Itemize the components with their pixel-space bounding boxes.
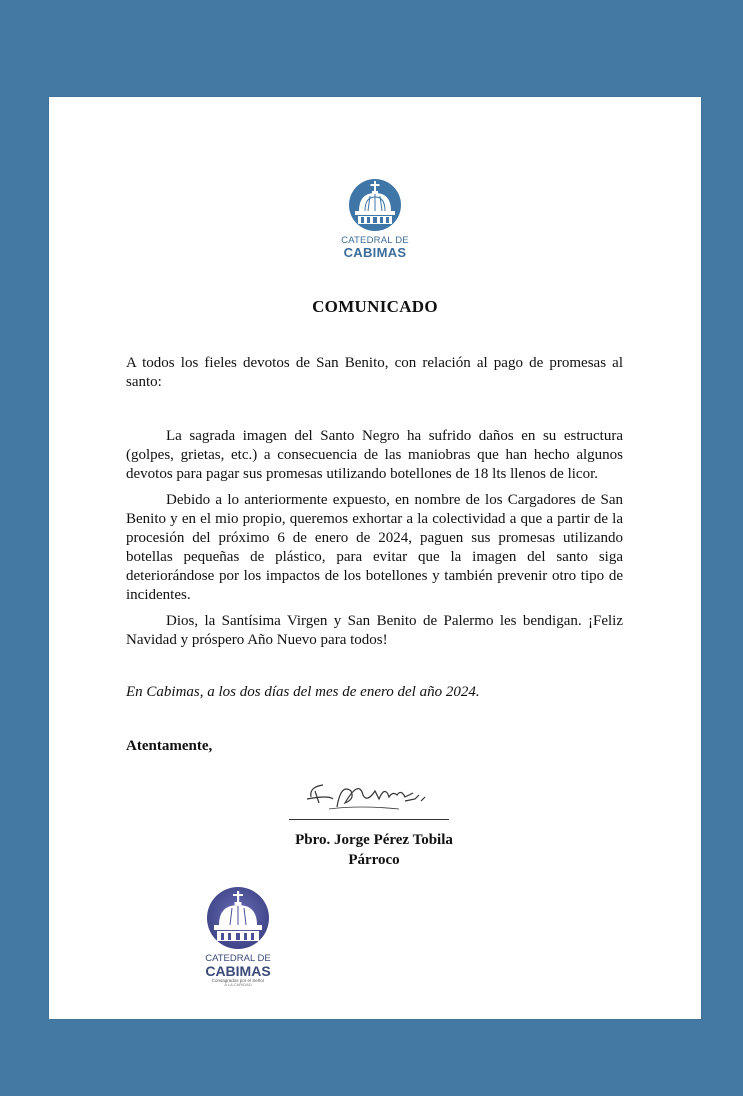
dateline: En Cabimas, a los dos días del mes de enero del año 2024. (126, 684, 480, 700)
intro-paragraph: A todos los fieles devotos de San Benito, con relación al pago de promesas al santo: (126, 355, 623, 390)
signer-title: Párroco (348, 852, 400, 868)
body-paragraph-2: Debido a lo anteriormente expuesto, en nombre de los Cargadores de San Benito y en el mio propio, queremos exhortar a la colectividad a que a partir de la procesión del próximo 6 de enero de 2024, paguen sus promesas utilizando botellas pequeñas de plástico, para evitar que la imagen del santo siga deteriorándose por los impactos de los botellones y también prevenir otro tipo de incidentes. (126, 492, 623, 603)
logo-line1: CATEDRAL DE (205, 953, 271, 964)
cathedral-logo-bottom (188, 887, 288, 987)
signer-name: Pbro. Jorge Pérez Tobila (295, 832, 453, 848)
body-paragraph-3: Dios, la Santísima Virgen y San Benito de Palermo les bendigan. ¡Feliz Navidad y próspero Año Nuevo para todos! (126, 613, 623, 648)
closing-salutation: Atentamente, (126, 738, 213, 754)
cathedral-dome-icon (188, 887, 288, 949)
body-paragraph-1: La sagrada imagen del Santo Negro ha sufrido daños en su estructura (golpes, grietas, etc.) a consecuencia de las maniobras que han hecho algunos devotos para pagar sus promesas utilizando botellones de 18 lts llenos de licor. (126, 428, 623, 482)
logo-line2: CABIMAS (205, 962, 271, 979)
logo-tagline: Consagrados por el Señor (211, 977, 265, 983)
document-heading: COMUNICADO (312, 297, 438, 316)
logo-text (339, 236, 411, 259)
cathedral-dome-icon (339, 179, 411, 231)
logo-line1: CATEDRAL DE (341, 235, 409, 246)
document-page (49, 97, 701, 1019)
logo-text (188, 954, 288, 987)
cathedral-logo-top (339, 179, 411, 259)
signature-line (289, 819, 449, 820)
handwritten-signature (289, 769, 439, 819)
logo-line2: CABIMAS (343, 244, 407, 260)
logo-subtagline: A LA CARIDAD (224, 982, 252, 987)
